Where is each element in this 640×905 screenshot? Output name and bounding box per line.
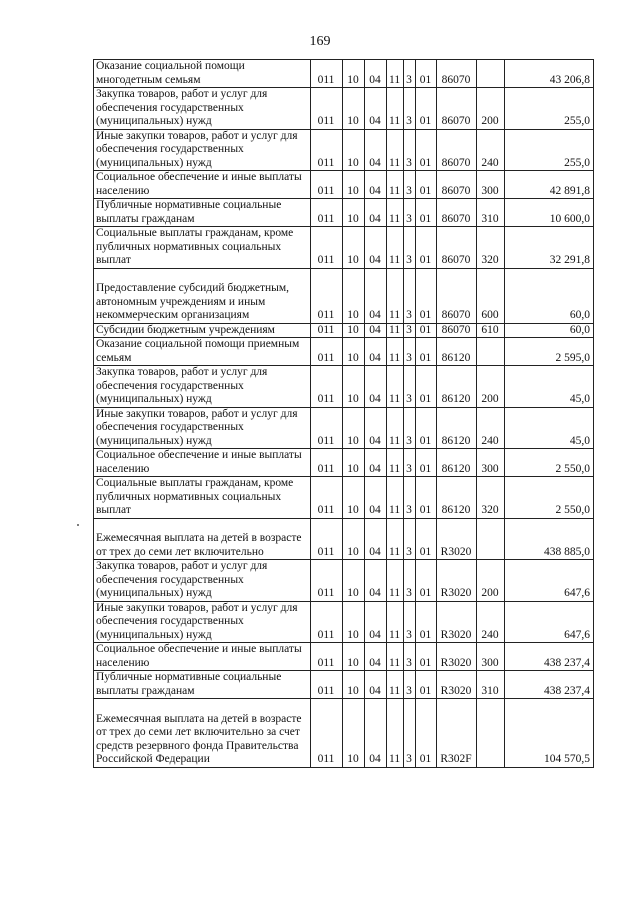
program-code: 11	[387, 338, 404, 366]
table-row	[94, 601, 594, 643]
expense-type-code: 200	[477, 88, 505, 130]
table-row	[94, 699, 594, 768]
section-code: 10	[343, 338, 365, 366]
main-event-code: 01	[416, 268, 437, 323]
subsection-code: 04	[365, 477, 387, 519]
main-event-code: 01	[416, 88, 437, 130]
section-code: 10	[343, 560, 365, 602]
direction-code: 86070	[437, 227, 477, 269]
direction-code: R3020	[437, 643, 477, 671]
ministry-code: 011	[311, 338, 343, 366]
amount: 45,0	[505, 366, 594, 408]
amount: 255,0	[505, 88, 594, 130]
expense-type-code: 240	[477, 129, 505, 171]
ministry-code: 011	[311, 601, 343, 643]
row-name: Оказание социальной помощи многодетным семьям	[94, 60, 311, 88]
program-code: 11	[387, 129, 404, 171]
subsection-code: 04	[365, 323, 387, 338]
subsection-code: 04	[365, 407, 387, 449]
program-code: 11	[387, 199, 404, 227]
amount: 438 237,4	[505, 643, 594, 671]
ministry-code: 011	[311, 88, 343, 130]
row-name: Закупка товаров, работ и услуг для обеспечения государственных (муниципальных) нужд	[94, 560, 311, 602]
subsection-code: 04	[365, 268, 387, 323]
amount: 45,0	[505, 407, 594, 449]
row-name: Ежемесячная выплата на детей в возрасте от трех до семи лет включительно	[94, 518, 311, 560]
ministry-code: 011	[311, 699, 343, 768]
ministry-code: 011	[311, 643, 343, 671]
main-event-code: 01	[416, 60, 437, 88]
subprogram-code: 3	[404, 171, 416, 199]
row-name: Социальное обеспечение и иные выплаты населению	[94, 643, 311, 671]
expense-type-code: 200	[477, 560, 505, 602]
direction-code: R3020	[437, 518, 477, 560]
row-name: Социальные выплаты гражданам, кроме публичных нормативных социальных выплат	[94, 227, 311, 269]
subprogram-code: 3	[404, 699, 416, 768]
direction-code: 86120	[437, 407, 477, 449]
section-code: 10	[343, 129, 365, 171]
ministry-code: 011	[311, 268, 343, 323]
subsection-code: 04	[365, 643, 387, 671]
section-code: 10	[343, 407, 365, 449]
expense-type-code	[477, 699, 505, 768]
amount: 60,0	[505, 323, 594, 338]
row-name: Иные закупки товаров, работ и услуг для обеспечения государственных (муниципальных) нужд	[94, 129, 311, 171]
ministry-code: 011	[311, 227, 343, 269]
direction-code: R302F	[437, 699, 477, 768]
program-code: 11	[387, 643, 404, 671]
ministry-code: 011	[311, 449, 343, 477]
ministry-code: 011	[311, 129, 343, 171]
main-event-code: 01	[416, 323, 437, 338]
row-name: Публичные нормативные социальные выплаты гражданам	[94, 199, 311, 227]
row-name: Предоставление субсидий бюджетным, автономным учреждениям и иным некоммерческим организациям	[94, 268, 311, 323]
expense-type-code: 300	[477, 449, 505, 477]
amount: 2 550,0	[505, 477, 594, 519]
page-number: 169	[309, 34, 331, 49]
section-code: 10	[343, 643, 365, 671]
direction-code: R3020	[437, 560, 477, 602]
subprogram-code: 3	[404, 643, 416, 671]
subprogram-code: 3	[404, 323, 416, 338]
subsection-code: 04	[365, 601, 387, 643]
program-code: 11	[387, 60, 404, 88]
amount: 438 237,4	[505, 671, 594, 699]
ministry-code: 011	[311, 366, 343, 408]
direction-code: R3020	[437, 671, 477, 699]
table-row	[94, 560, 594, 602]
expense-type-code: 320	[477, 477, 505, 519]
amount: 2 595,0	[505, 338, 594, 366]
table-row	[94, 449, 594, 477]
ministry-code: 011	[311, 477, 343, 519]
subsection-code: 04	[365, 449, 387, 477]
subsection-code: 04	[365, 560, 387, 602]
subprogram-code: 3	[404, 449, 416, 477]
subprogram-code: 3	[404, 60, 416, 88]
main-event-code: 01	[416, 671, 437, 699]
direction-code: 86120	[437, 366, 477, 408]
direction-code: R3020	[437, 601, 477, 643]
direction-code: 86120	[437, 449, 477, 477]
table-row	[94, 323, 594, 338]
direction-code: 86070	[437, 199, 477, 227]
ministry-code: 011	[311, 560, 343, 602]
section-code: 10	[343, 171, 365, 199]
main-event-code: 01	[416, 477, 437, 519]
program-code: 11	[387, 671, 404, 699]
table-row	[94, 518, 594, 560]
subprogram-code: 3	[404, 338, 416, 366]
table-row	[94, 227, 594, 269]
main-event-code: 01	[416, 518, 437, 560]
main-event-code: 01	[416, 407, 437, 449]
table-row	[94, 643, 594, 671]
amount: 647,6	[505, 560, 594, 602]
main-event-code: 01	[416, 449, 437, 477]
table-row	[94, 129, 594, 171]
section-code: 10	[343, 227, 365, 269]
main-event-code: 01	[416, 643, 437, 671]
amount: 438 885,0	[505, 518, 594, 560]
ministry-code: 011	[311, 518, 343, 560]
subsection-code: 04	[365, 518, 387, 560]
row-name: Социальное обеспечение и иные выплаты населению	[94, 171, 311, 199]
amount: 104 570,5	[505, 699, 594, 768]
program-code: 11	[387, 323, 404, 338]
section-code: 10	[343, 518, 365, 560]
row-name: Закупка товаров, работ и услуг для обеспечения государственных (муниципальных) нужд	[94, 366, 311, 408]
table-row	[94, 338, 594, 366]
expense-type-code	[477, 518, 505, 560]
expense-type-code	[477, 60, 505, 88]
main-event-code: 01	[416, 129, 437, 171]
subsection-code: 04	[365, 60, 387, 88]
row-name: Оказание социальной помощи приемным семьям	[94, 338, 311, 366]
direction-code: 86120	[437, 338, 477, 366]
program-code: 11	[387, 477, 404, 519]
expense-type-code: 320	[477, 227, 505, 269]
main-event-code: 01	[416, 601, 437, 643]
section-code: 10	[343, 671, 365, 699]
main-event-code: 01	[416, 560, 437, 602]
subprogram-code: 3	[404, 407, 416, 449]
expense-type-code: 610	[477, 323, 505, 338]
program-code: 11	[387, 227, 404, 269]
row-name: Публичные нормативные социальные выплаты гражданам	[94, 671, 311, 699]
main-event-code: 01	[416, 199, 437, 227]
table-row	[94, 366, 594, 408]
subprogram-code: 3	[404, 268, 416, 323]
table-row	[94, 671, 594, 699]
section-code: 10	[343, 449, 365, 477]
main-event-code: 01	[416, 338, 437, 366]
program-code: 11	[387, 407, 404, 449]
amount: 42 891,8	[505, 171, 594, 199]
program-code: 11	[387, 699, 404, 768]
section-code: 10	[343, 477, 365, 519]
direction-code: 86070	[437, 268, 477, 323]
amount: 32 291,8	[505, 227, 594, 269]
amount: 647,6	[505, 601, 594, 643]
section-code: 10	[343, 199, 365, 227]
table-row	[94, 407, 594, 449]
expense-type-code: 240	[477, 601, 505, 643]
ministry-code: 011	[311, 671, 343, 699]
table-row	[94, 199, 594, 227]
section-code: 10	[343, 601, 365, 643]
budget-table	[93, 59, 594, 768]
expense-type-code: 310	[477, 199, 505, 227]
subprogram-code: 3	[404, 560, 416, 602]
amount: 60,0	[505, 268, 594, 323]
expense-type-code: 310	[477, 671, 505, 699]
main-event-code: 01	[416, 366, 437, 408]
program-code: 11	[387, 518, 404, 560]
subsection-code: 04	[365, 129, 387, 171]
main-event-code: 01	[416, 227, 437, 269]
subprogram-code: 3	[404, 88, 416, 130]
amount: 10 600,0	[505, 199, 594, 227]
row-name: Субсидии бюджетным учреждениям	[94, 323, 311, 338]
direction-code: 86070	[437, 129, 477, 171]
main-event-code: 01	[416, 699, 437, 768]
expense-type-code: 300	[477, 643, 505, 671]
ministry-code: 011	[311, 407, 343, 449]
subprogram-code: 3	[404, 129, 416, 171]
expense-type-code: 240	[477, 407, 505, 449]
row-name: Иные закупки товаров, работ и услуг для обеспечения государственных (муниципальных) нужд	[94, 601, 311, 643]
expense-type-code	[477, 338, 505, 366]
table-row	[94, 268, 594, 323]
subprogram-code: 3	[404, 366, 416, 408]
section-code: 10	[343, 366, 365, 408]
section-code: 10	[343, 699, 365, 768]
program-code: 11	[387, 88, 404, 130]
program-code: 11	[387, 268, 404, 323]
table-row	[94, 60, 594, 88]
row-name: Социальное обеспечение и иные выплаты населению	[94, 449, 311, 477]
program-code: 11	[387, 366, 404, 408]
direction-code: 86070	[437, 88, 477, 130]
direction-code: 86120	[437, 477, 477, 519]
section-code: 10	[343, 60, 365, 88]
subsection-code: 04	[365, 88, 387, 130]
section-code: 10	[343, 88, 365, 130]
row-name: Закупка товаров, работ и услуг для обеспечения государственных (муниципальных) нужд	[94, 88, 311, 130]
row-name: Социальные выплаты гражданам, кроме публичных нормативных социальных выплат	[94, 477, 311, 519]
amount: 255,0	[505, 129, 594, 171]
program-code: 11	[387, 560, 404, 602]
direction-code: 86070	[437, 323, 477, 338]
subprogram-code: 3	[404, 601, 416, 643]
amount: 2 550,0	[505, 449, 594, 477]
table-row	[94, 88, 594, 130]
subsection-code: 04	[365, 671, 387, 699]
expense-type-code: 600	[477, 268, 505, 323]
subprogram-code: 3	[404, 227, 416, 269]
table-row	[94, 171, 594, 199]
subsection-code: 04	[365, 699, 387, 768]
margin-dot	[77, 524, 79, 526]
subsection-code: 04	[365, 199, 387, 227]
subprogram-code: 3	[404, 199, 416, 227]
direction-code: 86070	[437, 60, 477, 88]
section-code: 10	[343, 268, 365, 323]
ministry-code: 011	[311, 60, 343, 88]
subprogram-code: 3	[404, 518, 416, 560]
section-code: 10	[343, 323, 365, 338]
program-code: 11	[387, 601, 404, 643]
direction-code: 86070	[437, 171, 477, 199]
expense-type-code: 300	[477, 171, 505, 199]
expense-type-code: 200	[477, 366, 505, 408]
row-name: Ежемесячная выплата на детей в возрасте от трех до семи лет включительно за счет средств резервного фонда Правительства Российской Федерации	[94, 699, 311, 768]
amount: 43 206,8	[505, 60, 594, 88]
subsection-code: 04	[365, 366, 387, 408]
ministry-code: 011	[311, 199, 343, 227]
table-body	[94, 60, 594, 768]
main-event-code: 01	[416, 171, 437, 199]
subprogram-code: 3	[404, 477, 416, 519]
row-name: Иные закупки товаров, работ и услуг для обеспечения государственных (муниципальных) нужд	[94, 407, 311, 449]
table-row	[94, 477, 594, 519]
subsection-code: 04	[365, 338, 387, 366]
ministry-code: 011	[311, 171, 343, 199]
subprogram-code: 3	[404, 671, 416, 699]
subsection-code: 04	[365, 227, 387, 269]
program-code: 11	[387, 449, 404, 477]
ministry-code: 011	[311, 323, 343, 338]
program-code: 11	[387, 171, 404, 199]
subsection-code: 04	[365, 171, 387, 199]
